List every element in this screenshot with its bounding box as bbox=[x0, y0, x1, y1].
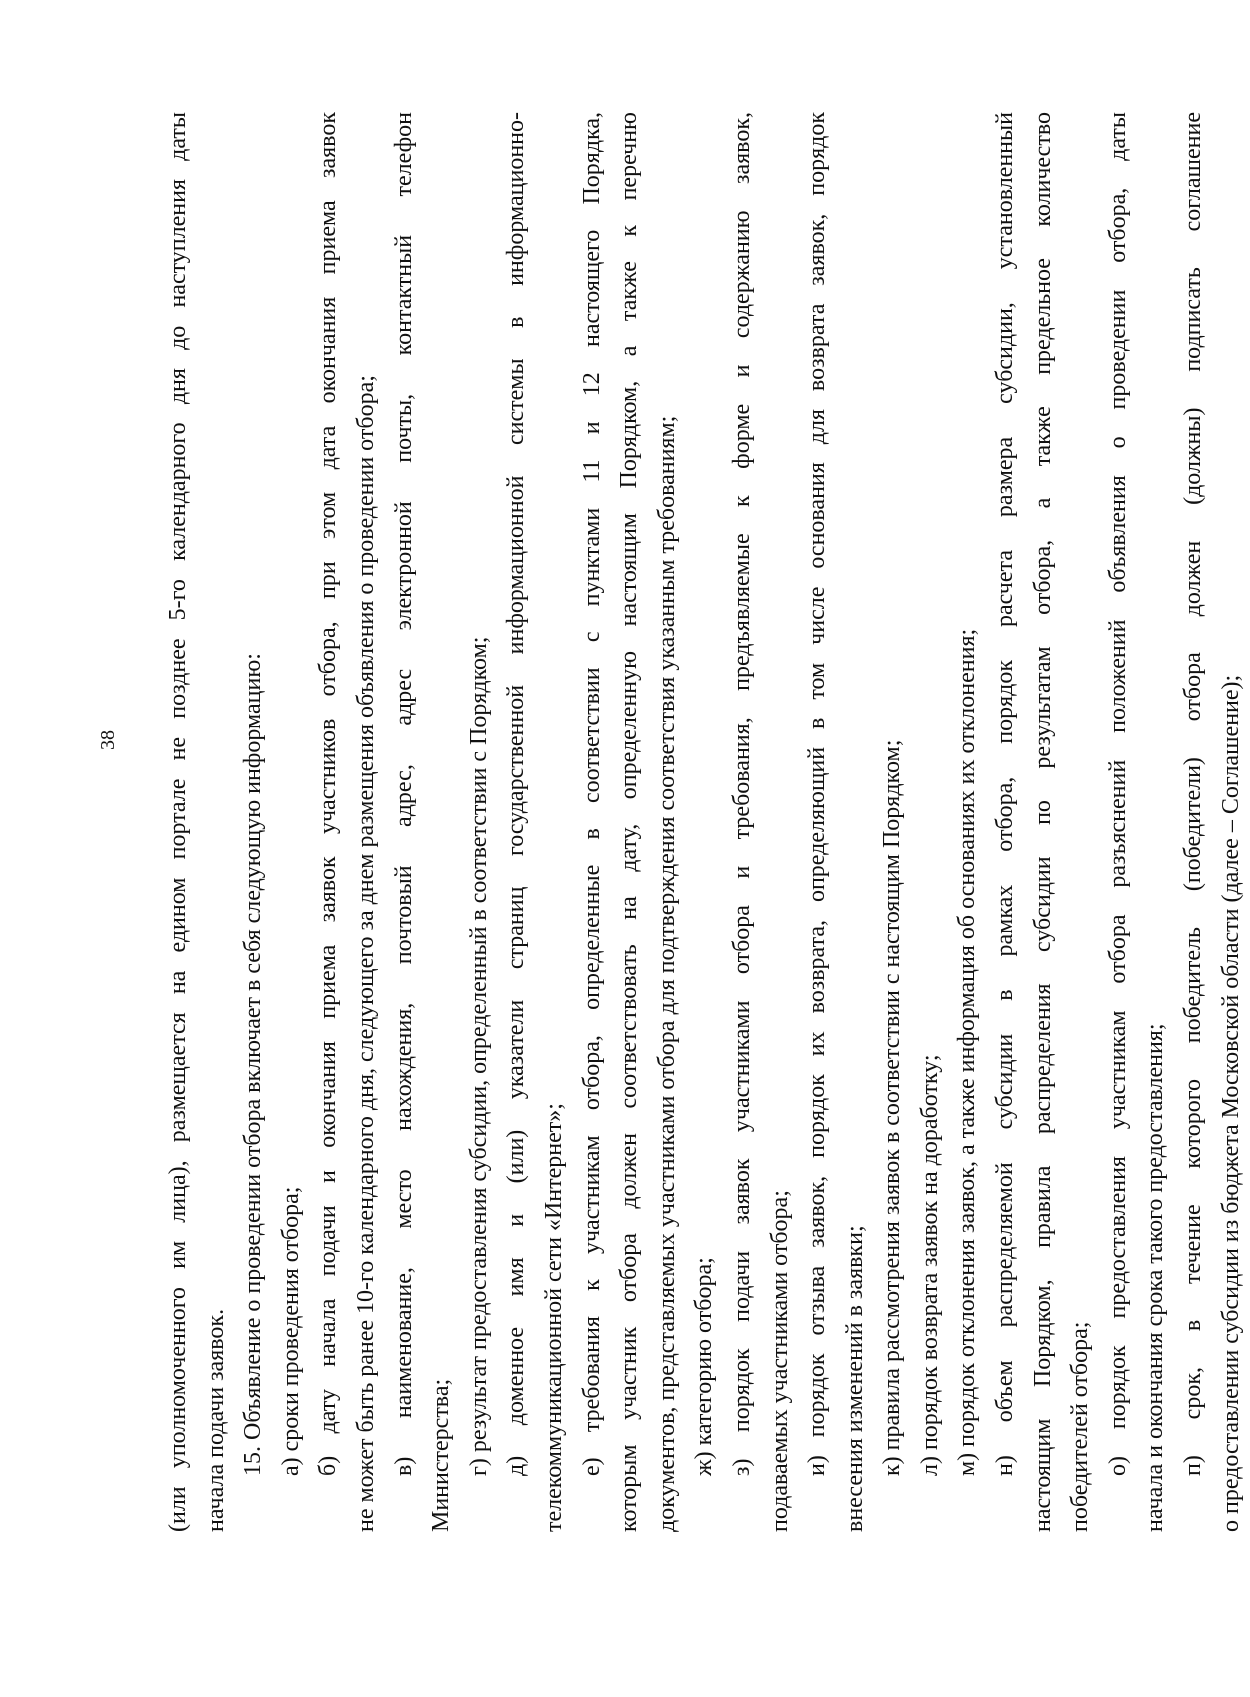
text-line: о предоставлении субсидии из бюджета Московской области (далее – Соглашение); bbox=[1217, 674, 1244, 1532]
text-line: ж) категорию отбора; bbox=[691, 1257, 718, 1476]
text-line: л) порядок возврата заявок на доработку; bbox=[916, 1054, 943, 1476]
text-line: б) дату начала подачи и окончания приема заявок участников отбора, при этом дата окончания приема заявок bbox=[315, 112, 342, 1476]
text-line: Министерства; bbox=[428, 1378, 455, 1532]
text-line: г) результат предоставления субсидии, определенный в соответствии с Порядком; bbox=[465, 636, 492, 1476]
text-line: е) требования к участникам отбора, определенные в соответствии с пунктами 11 и 12 настоящего Порядка, bbox=[578, 112, 605, 1476]
document-body bbox=[160, 112, 1250, 1532]
text-line: которым участник отбора должен соответствовать на дату, определенную настоящим Порядком, а также к перечню bbox=[616, 112, 643, 1532]
text-line: и) порядок отзыва заявок, порядок их возврата, определяющий в том числе основания для возврата заявок, порядок bbox=[804, 112, 831, 1476]
text-line: победителей отбора; bbox=[1067, 1321, 1094, 1532]
text-line: внесения изменений в заявки; bbox=[841, 1225, 868, 1532]
text-line: документов, представляемых участниками отбора для подтверждения соответствия указанным требованиям; bbox=[653, 415, 680, 1532]
text-line: п) срок, в течение которого победитель (победители) отбора должен (должны) подписать соглашение bbox=[1180, 112, 1207, 1476]
text-line: не может быть ранее 10-го календарного дня, следующего за днем размещения объявления о проведении отбора; bbox=[352, 375, 379, 1532]
text-line: 15. Объявление о проведении отбора включает в себя следующую информацию: bbox=[240, 653, 267, 1476]
text-line: (или уполномоченного им лица), размещается на едином портале не позднее 5-го календарного дня до наступления даты bbox=[165, 112, 191, 1532]
text-line: начала и окончания срока такого предоставления; bbox=[1142, 1023, 1169, 1532]
text-line: о) порядок предоставления участникам отбора разъяснений положений объявления о проведении отбора, даты bbox=[1104, 112, 1131, 1476]
text-line: начала подачи заявок. bbox=[202, 1308, 229, 1532]
text-line: д) доменное имя и (или) указатели страниц государственной информационной системы в информационно- bbox=[503, 112, 530, 1476]
text-line: з) порядок подачи заявок участниками отбора и требования, предъявляемые к форме и содержанию заявок, bbox=[728, 112, 755, 1476]
text-line: а) сроки проведения отбора; bbox=[277, 1186, 304, 1476]
text-line: подаваемых участниками отбора; bbox=[766, 1190, 793, 1532]
text-line: к) правила рассмотрения заявок в соответствии с настоящим Порядком; bbox=[879, 739, 906, 1476]
text-line: телекоммуникационной сети «Интернет»; bbox=[540, 1103, 567, 1532]
text-line: н) объем распределяемой субсидии в рамках отбора, порядок расчета размера субсидии, установленный bbox=[992, 112, 1019, 1476]
text-line: м) порядок отклонения заявок, а также информация об основаниях их отклонения; bbox=[954, 628, 981, 1476]
text-line: в) наименование, место нахождения, почтовый адрес, адрес электронной почты, контактный телефон bbox=[390, 112, 417, 1476]
text-line: настоящим Порядком, правила распределения субсидии по результатам отбора, а также предельное количество bbox=[1029, 112, 1056, 1532]
page-number: 38 bbox=[97, 730, 119, 750]
